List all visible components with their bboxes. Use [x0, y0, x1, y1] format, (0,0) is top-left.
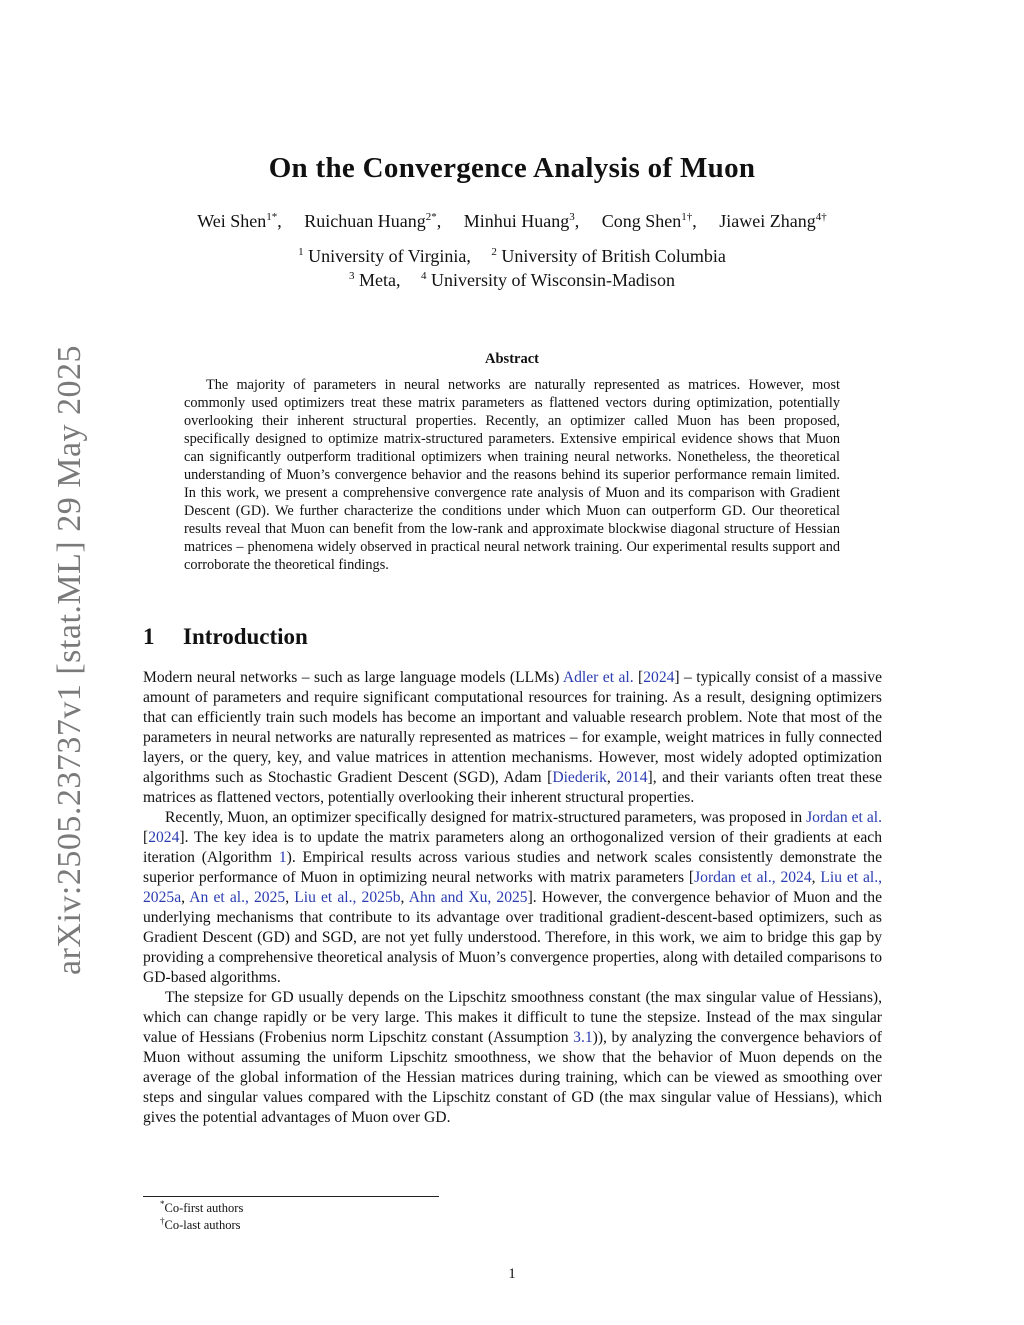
author [719, 211, 826, 231]
author-mark: 1* [266, 211, 278, 223]
affiliation-name: University of British Columbia [501, 246, 726, 266]
citation-link[interactable]: An et al., 2025 [189, 889, 286, 906]
author-mark: 3 [569, 211, 575, 223]
citation-link[interactable]: 2024 [148, 829, 180, 846]
citation-link[interactable]: Jordan et al., 2024 [694, 869, 812, 886]
affiliation-number: 2 [491, 246, 497, 258]
text-run: , [400, 889, 409, 906]
section-heading [143, 624, 308, 650]
text-run: ]. The key idea is to update the matrix parameters along an orthogonalized version of their gradients at each iteration (Algorithm [143, 829, 882, 866]
affiliation-number: 3 [349, 270, 355, 282]
author-mark: 2* [425, 211, 437, 223]
footnote-co-last [160, 1215, 241, 1233]
section-title: Introduction [183, 624, 308, 649]
footnote-text: Co-last authors [164, 1218, 241, 1232]
affiliation [421, 270, 675, 290]
text-run: ]. However, the convergence behavior of Muon and the underlying mechanisms that contribute to its advantage over traditional gradient-descent-based optimizers, such as Gradient Descent (GD) and SGD, are not yet fully understood. Therefore, in this work, we aim to bridge this gap by providing a comprehensive theoretical analysis of Muon’s convergence properties, along with detailed comparisons to GD-based algorithms. [143, 889, 883, 986]
affiliations-line-1 [0, 246, 1024, 267]
abstract-heading: Abstract [485, 351, 539, 367]
footnote-mark: * [160, 1198, 165, 1209]
text-run: , [811, 869, 821, 886]
author: Ruichuan Huang$^{2*}$, [304, 211, 442, 231]
author: Wei Shen$^{1*}$, [197, 211, 282, 231]
arxiv-identifier: arXiv:2505.23737v1 [stat.ML] 29 May 2025 [51, 344, 88, 975]
footnote-mark: † [160, 1215, 165, 1226]
author-mark: 1† [681, 211, 693, 223]
paragraph-3 [143, 988, 882, 1128]
text-run: ] – typically consist of a massive amount of parameters and require significant computational resources for training. As a result, designing optimizers that can efficiently train such models has become an important and valuable research problem. Note that most of the parameters in neural networks are naturally represented as matrices – for example, weight matrices in fully connected layers, or the query, key, and value matrices in attention mechanisms. However, most widely adopted optimization algorithms such as Stochastic Gradient Descent (SGD), Adam [ [143, 669, 882, 786]
text-run: , [606, 769, 617, 786]
affiliation-number: 4 [421, 270, 427, 282]
affiliation [349, 270, 400, 290]
affiliation-name: Meta, [359, 270, 401, 290]
author-mark: 4† [815, 211, 827, 223]
text-run: [ [633, 669, 644, 686]
paragraph-1 [143, 668, 882, 808]
author-name: Ruichuan Huang [304, 211, 426, 231]
citation-link[interactable]: 2024 [643, 669, 675, 686]
page-number: 1 [508, 1266, 516, 1282]
footnote-divider [143, 1196, 439, 1197]
text-run: , [181, 889, 190, 906]
affiliations-line-2 [0, 270, 1024, 291]
text-run: , [285, 889, 295, 906]
author-name: Minhui Huang [463, 211, 570, 231]
text-run: Recently, Muon, an optimizer specifically designed for matrix-structured parameters, was proposed in [165, 809, 807, 826]
footnote-text: Co-first authors [164, 1201, 244, 1215]
paper-title: On the Convergence Analysis of Muon [268, 152, 756, 184]
text-run: [ [143, 829, 149, 846]
paragraph-2 [143, 808, 882, 988]
author: Cong Shen$^{1\dagger}$, [601, 211, 697, 231]
citation-link[interactable]: Adler et al. [562, 669, 634, 686]
author-name: Cong Shen [601, 211, 682, 231]
citation-link[interactable]: Jordan et al. [806, 809, 883, 826]
algorithm-reference-link[interactable]: 1 [278, 849, 287, 866]
text-run: ). Empirical results across various studies and network scales consistently demonstrate the superior performance of Muon in optimizing neural networks with matrix parameters [ [143, 849, 883, 886]
author-name: Jiawei Zhang [719, 211, 816, 231]
text-run: Modern neural networks – such as large language models (LLMs) [143, 669, 563, 686]
citation-link[interactable]: 2014 [616, 769, 648, 786]
abstract-text: The majority of parameters in neural networks are naturally represented as matrices. However, most commonly used optimizers treat these matrix parameters as flattened vectors during optimization, potentially overlooking their inherent structural properties. Recently, an optimizer called Muon has been proposed, specifically designed to optimize matrix-structured parameters. Extensive empirical evidence shows that Muon can significantly outperform traditional optimizers when training neural networks. Nonetheless, the theoretical understanding of Muon’s convergence behavior and the reasons behind its superior performance remain limited. In this work, we present a comprehensive convergence rate analysis of Muon and its comparison with Gradient Descent (GD). We further characterize the conditions under which Muon can outperform GD. Our theoretical results reveal that Muon can benefit from the low-rank and approximate blockwise diagonal structure of Hessian matrices – phenomena widely observed in practical neural network training. Our experimental results support and corroborate the theoretical findings. [184, 377, 840, 573]
text-run: ], and their variants often treat these matrices as flattened vectors, potentially overlooking their inherent structural properties. [143, 769, 883, 806]
citation-link[interactable]: Diederik [552, 769, 607, 786]
text-run: )), by analyzing the convergence behaviors of Muon without assuming the uniform Lipschitz smoothness, we show that the behavior of Muon depends on the average of the global information of the Hessian matrices during training, which can be viewed as smoothing over steps and singular values compared with the Lipschitz constant of GD (the max singular value of Hessians), which gives the potential advantages of Muon over GD. [143, 1029, 882, 1126]
affiliation-name: University of Wisconsin-Madison [431, 270, 675, 290]
author: Minhui Huang$^3$, [463, 211, 580, 231]
author-name: Wei Shen [197, 211, 267, 231]
affiliation [298, 246, 471, 266]
footnote-co-first [160, 1198, 244, 1216]
affiliation [491, 246, 726, 266]
introduction-body [143, 668, 882, 1128]
text-run: The stepsize for GD usually depends on the Lipschitz smoothness constant (the max singular value of Hessians), which can change rapidly or be very large. This makes it difficult to tune the stepsize. Instead of the max singular value of Hessians (Frobenius norm Lipschitz constant (Assumption [143, 989, 882, 1046]
section-number: 1 [143, 624, 155, 649]
author-list [0, 211, 1024, 232]
citation-link[interactable]: Ahn and Xu, 2025 [408, 889, 528, 906]
assumption-reference-link[interactable]: 3.1 [573, 1029, 593, 1046]
affiliation-name: University of Virginia, [308, 246, 471, 266]
citation-link[interactable]: Liu et al., 2025b [294, 889, 401, 906]
citation-link[interactable]: Liu et al., 2025a [143, 869, 883, 906]
affiliation-number: 1 [298, 246, 304, 258]
